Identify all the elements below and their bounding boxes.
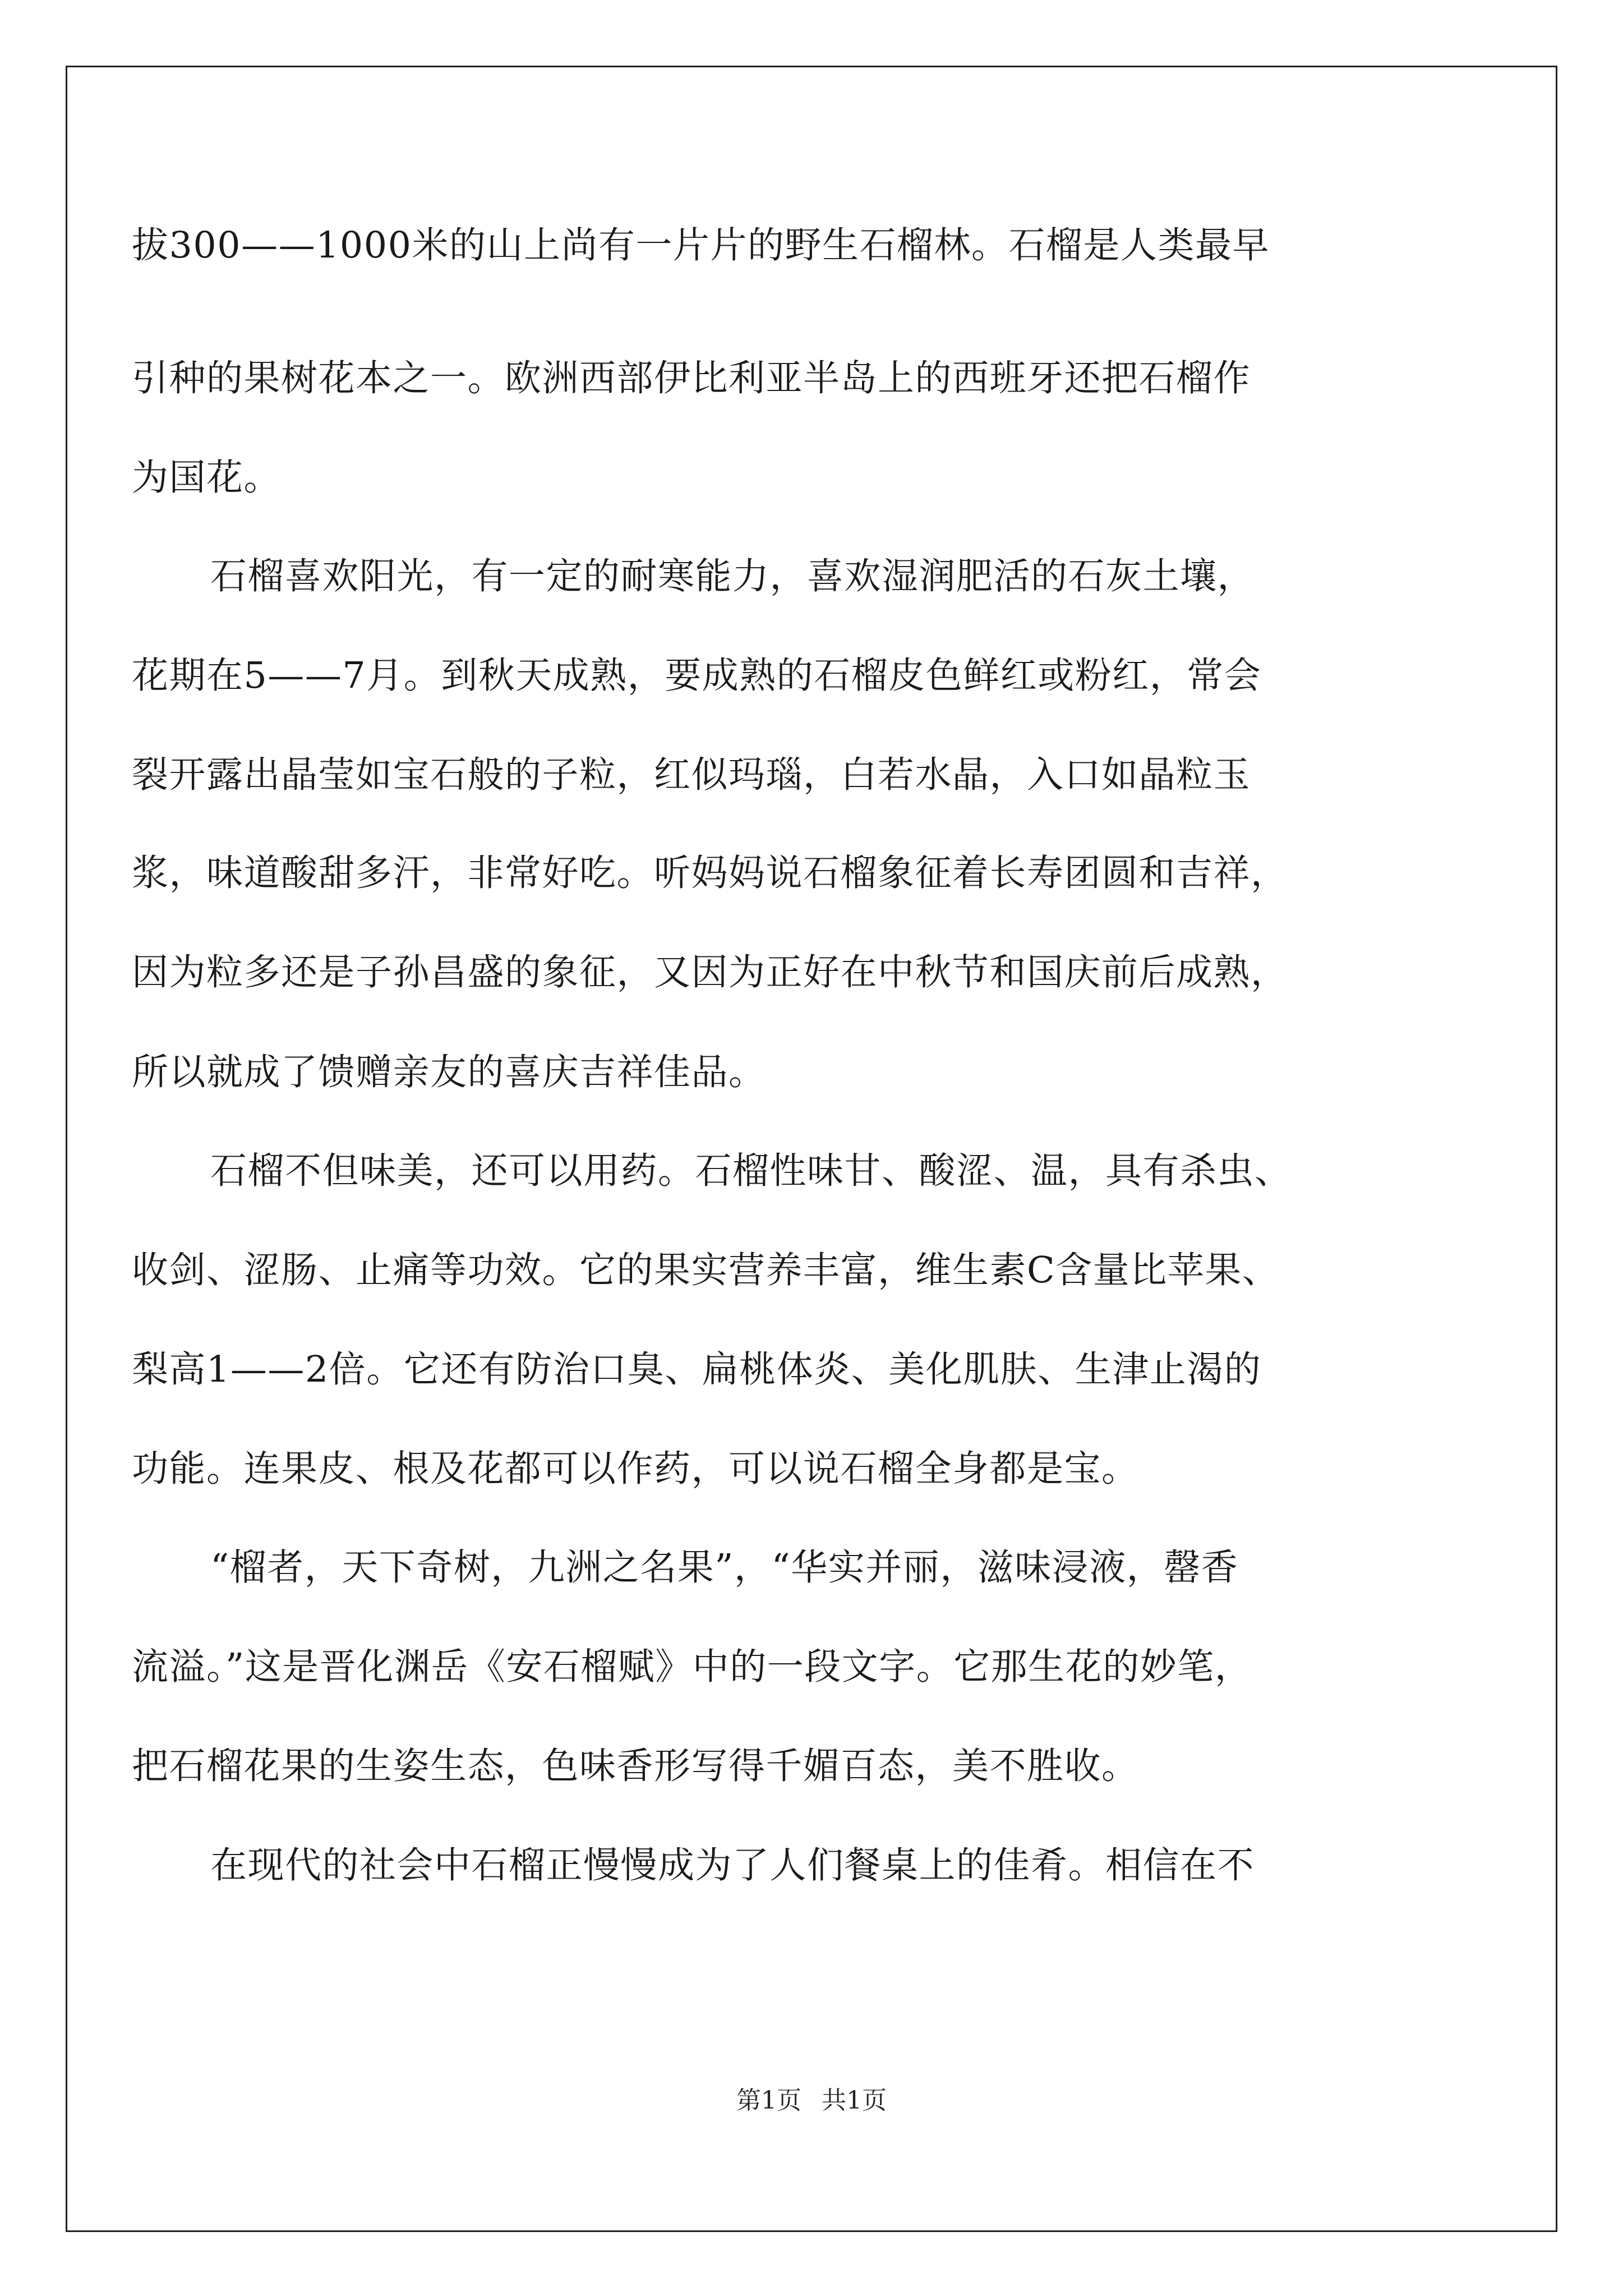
- text-line: 引种的果树花本之一。欧洲西部伊比利亚半岛上的西班牙还把石榴作: [132, 357, 1251, 399]
- text-line: 梨高1——2倍。它还有防治口臭、扁桃体炎、美化肌肤、生津止渴的: [132, 1349, 1262, 1391]
- page-number: 第1页: [736, 2086, 801, 2115]
- text-line: 因为粒多还是子孙昌盛的象征，又因为正好在中秋节和国庆前后成熟，: [132, 951, 1288, 993]
- text-line: 所以就成了馈赠亲友的喜庆吉祥佳品。: [132, 1051, 766, 1093]
- text-line: 功能。连果皮、根及花都可以作药，可以说石榴全身都是宝。: [132, 1448, 1139, 1490]
- text-line: 浆，味道酸甜多汗，非常好吃。听妈妈说石榴象征着长寿团圆和吉祥，: [132, 852, 1288, 894]
- text-line: 把石榴花果的生姿生态，色味香形写得千媚百态，美不胜收。: [132, 1745, 1139, 1787]
- text-line: 拔300——1000米的山上尚有一片片的野生石榴林。石榴是人类最早: [132, 224, 1270, 266]
- text-line: 收剑、涩肠、止痛等功效。它的果实营养丰富，维生素C含量比苹果、: [132, 1249, 1280, 1291]
- paragraph-start-line: “榴者，天下奇树，九洲之名果”，“华实并丽，滋味浸液，罄香: [210, 1547, 1239, 1589]
- paragraph-start-line: 石榴不但味美，还可以用药。石榴性味甘、酸涩、温，具有杀虫、: [210, 1150, 1292, 1192]
- text-line: 为国花。: [132, 457, 282, 499]
- paragraph-start-line: 在现代的社会中石榴正慢慢成为了人们餐桌上的佳肴。相信在不: [210, 1844, 1255, 1887]
- text-line: 花期在5——7月。到秋天成熟，要成熟的石榴皮色鲜红或粉红，常会: [132, 655, 1262, 697]
- page-footer: [0, 2084, 1623, 2118]
- page-total: 共1页: [822, 2086, 887, 2115]
- text-line: 流溢。”这是晋化渊岳《安石榴赋》中的一段文字。它那生花的妙笔，: [132, 1646, 1252, 1688]
- paragraph-start-line: 石榴喜欢阳光，有一定的耐寒能力，喜欢湿润肥活的石灰土壤，: [210, 555, 1255, 597]
- text-line: 裂开露出晶莹如宝石般的子粒，红似玛瑙，白若水晶，入口如晶粒玉: [132, 754, 1251, 796]
